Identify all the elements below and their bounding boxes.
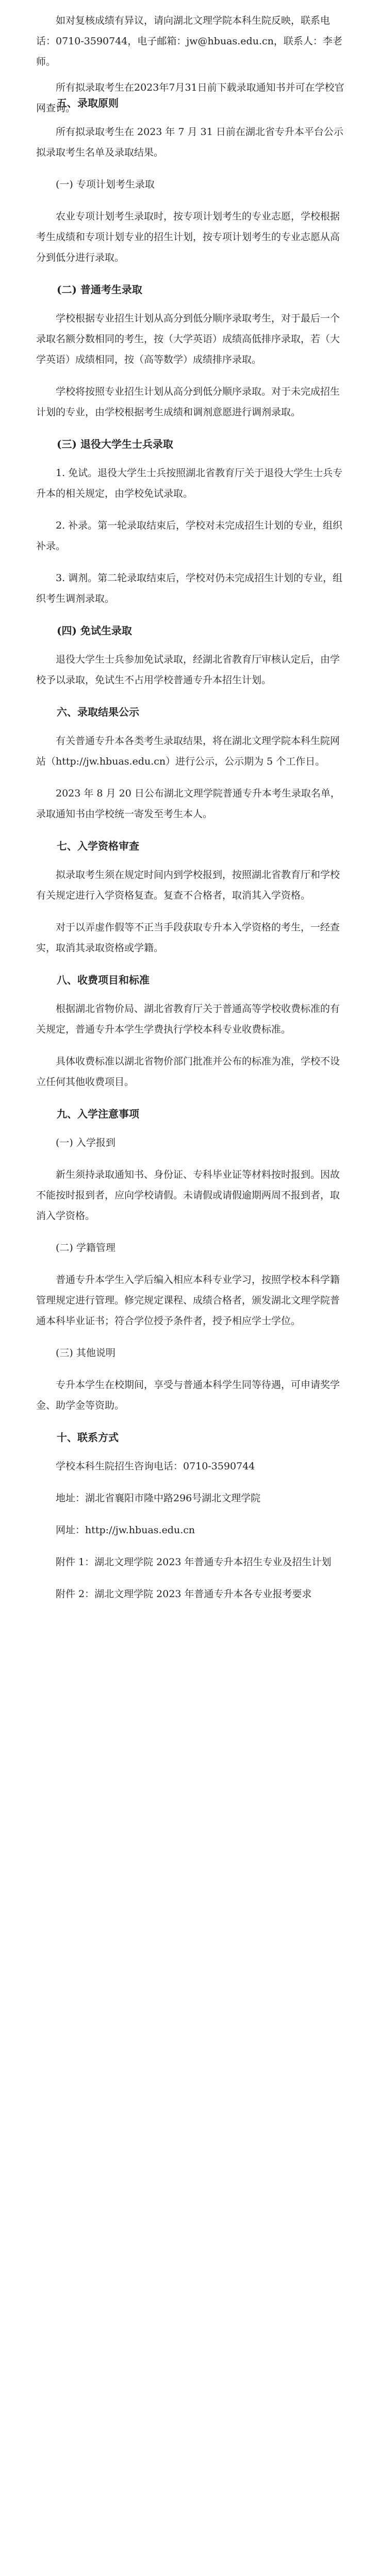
section-paragraph: 1. 免试。退役大学生士兵按照湖北省教育厅关于退役大学生士兵专升本的相关规定，由学校免试录取。	[36, 467, 343, 499]
section-paragraph: 附件 1：湖北文理学院 2023 年普通专升本招生专业及招生计划	[56, 1556, 332, 1568]
section-paragraph: 新生须持录取通知书、身份证、专科毕业证等材料按时报到。因故不能按时报到者，应向学校请假。未请假或请假逾期两周不报到者，取消入学资格。	[36, 1169, 340, 1222]
section-paragraph: 附件 2：湖北文理学院 2023 年普通专升本各专业报考要求	[56, 1588, 312, 1600]
section-paragraph: (一) 入学报到	[56, 1137, 115, 1148]
section-paragraph: 拟录取考生须在规定时间内到学校报到，按照湖北省教育厅和学校有关规定进行入学资格复查。复查不合格者，取消其入学资格。	[36, 869, 340, 901]
section-paragraph: (二) 学籍管理	[56, 1242, 115, 1253]
section-heading: 九、入学注意事项	[57, 1108, 139, 1120]
main-content	[36, 82, 345, 1616]
intro-paragraph-1: 如对复核成绩有异议，请向湖北文理学院本科生院反映，联系电话：0710-3590744，电子邮箱：jw@hbuas.edu.cn，联系人：李老师。	[36, 15, 342, 67]
section-heading: 十、联系方式	[57, 1431, 119, 1444]
section-paragraph: 所有拟录取考生在 2023 年 7 月 31 日前在湖北省专升本平台公示拟录取考生名单及录取结果。	[36, 126, 343, 158]
section-paragraph: 3. 调剂。第二轮录取结束后，学校对仍未完成招生计划的专业，组织考生调剂录取。	[36, 572, 343, 604]
section-paragraph: 网址：http://jw.hbuas.edu.cn	[56, 1524, 195, 1536]
section-heading: 七、入学资格审查	[57, 840, 139, 852]
section-paragraph: 有关普通专升本各类考生录取结果，将在湖北文理学院本科生院网站（http://jw.hbuas.edu.cn）进行公示，公示期为 5 个工作日。	[36, 735, 340, 767]
section-paragraph: 2023 年 8 月 20 日公布湖北文理学院普通专升本考生录取名单，录取通知书由学校统一寄发至考生本人。	[36, 788, 340, 820]
section-heading: (二) 普通考生录取	[57, 283, 142, 296]
section-heading: (三) 退役大学生士兵录取	[57, 438, 173, 450]
section-paragraph: 专升本学生在校期间，享受与普通本科学生同等待遇，可申请奖学金、助学金等资助。	[36, 1379, 340, 1411]
section-paragraph: 2. 补录。第一轮录取结束后，学校对未完成招生计划的专业，组织补录。	[36, 520, 343, 552]
section-paragraph: 对于以弄虚作假等不正当手段获取专升本入学资格的考生，一经查实，取消其录取资格或学籍。	[36, 922, 340, 954]
intro-paragraph-2: 所有拟录取考生在2023年7月31日前下载录取通知书并可在学校官网查询。	[36, 82, 344, 114]
section-paragraph: 普通专升本学生入学后编入相应本科专业学习，按照学校本科学籍管理规定进行管理。修完规定课程、成绩合格者，颁发湖北文理学院普通本科毕业证书；符合学位授予条件者，授予相应学士学位。	[36, 1274, 340, 1327]
section-heading: 八、收费项目和标准	[57, 974, 150, 986]
section-paragraph: 根据湖北省物价局、湖北省教育厅关于普通高等学校收费标准的有关规定，普通专升本学生学费执行学校本科专业收费标准。	[36, 1003, 340, 1035]
section-paragraph: 学校本科生院招生咨询电话：0710-3590744	[56, 1461, 255, 1472]
section-paragraph: 农业专项计划考生录取时，按专项计划考生的专业志愿，学校根据考生成绩和专项计划专业的招生计划，按专项计划考生的专业志愿从高分到低分进行录取。	[36, 211, 340, 263]
section-paragraph: 地址：湖北省襄阳市隆中路296号湖北文理学院	[56, 1493, 261, 1504]
section-paragraph: 学校根据专业招生计划从高分到低分顺序录取考生，对于最后一个录取名额分数相同的考生，按（大学英语）成绩高低排序录取，若（大学英语）成绩相同，按（高等数学）成绩排序录取。	[36, 313, 340, 365]
section-paragraph: (一) 专项计划考生录取	[56, 179, 155, 190]
section-paragraph: 学校将按照专业招生计划从高分到低分顺序录取。对于未完成招生计划的专业，由学校根据考生成绩和调剂意愿进行调剂录取。	[36, 386, 340, 418]
section-paragraph: (三) 其他说明	[56, 1347, 115, 1359]
section-paragraph: 具体收费标准以湖北省物价部门批准并公布的标准为准，学校不设立任何其他收费项目。	[36, 1056, 340, 1088]
section-paragraph: 退役大学生士兵参加免试录取，经湖北省教育厅审核认定后，由学校予以录取，免试生不占用学校普通专升本招生计划。	[36, 654, 340, 686]
section-heading: 五、录取原则	[57, 97, 119, 109]
section-heading: (四) 免试生录取	[57, 624, 132, 637]
section-heading: 六、录取结果公示	[57, 706, 139, 718]
